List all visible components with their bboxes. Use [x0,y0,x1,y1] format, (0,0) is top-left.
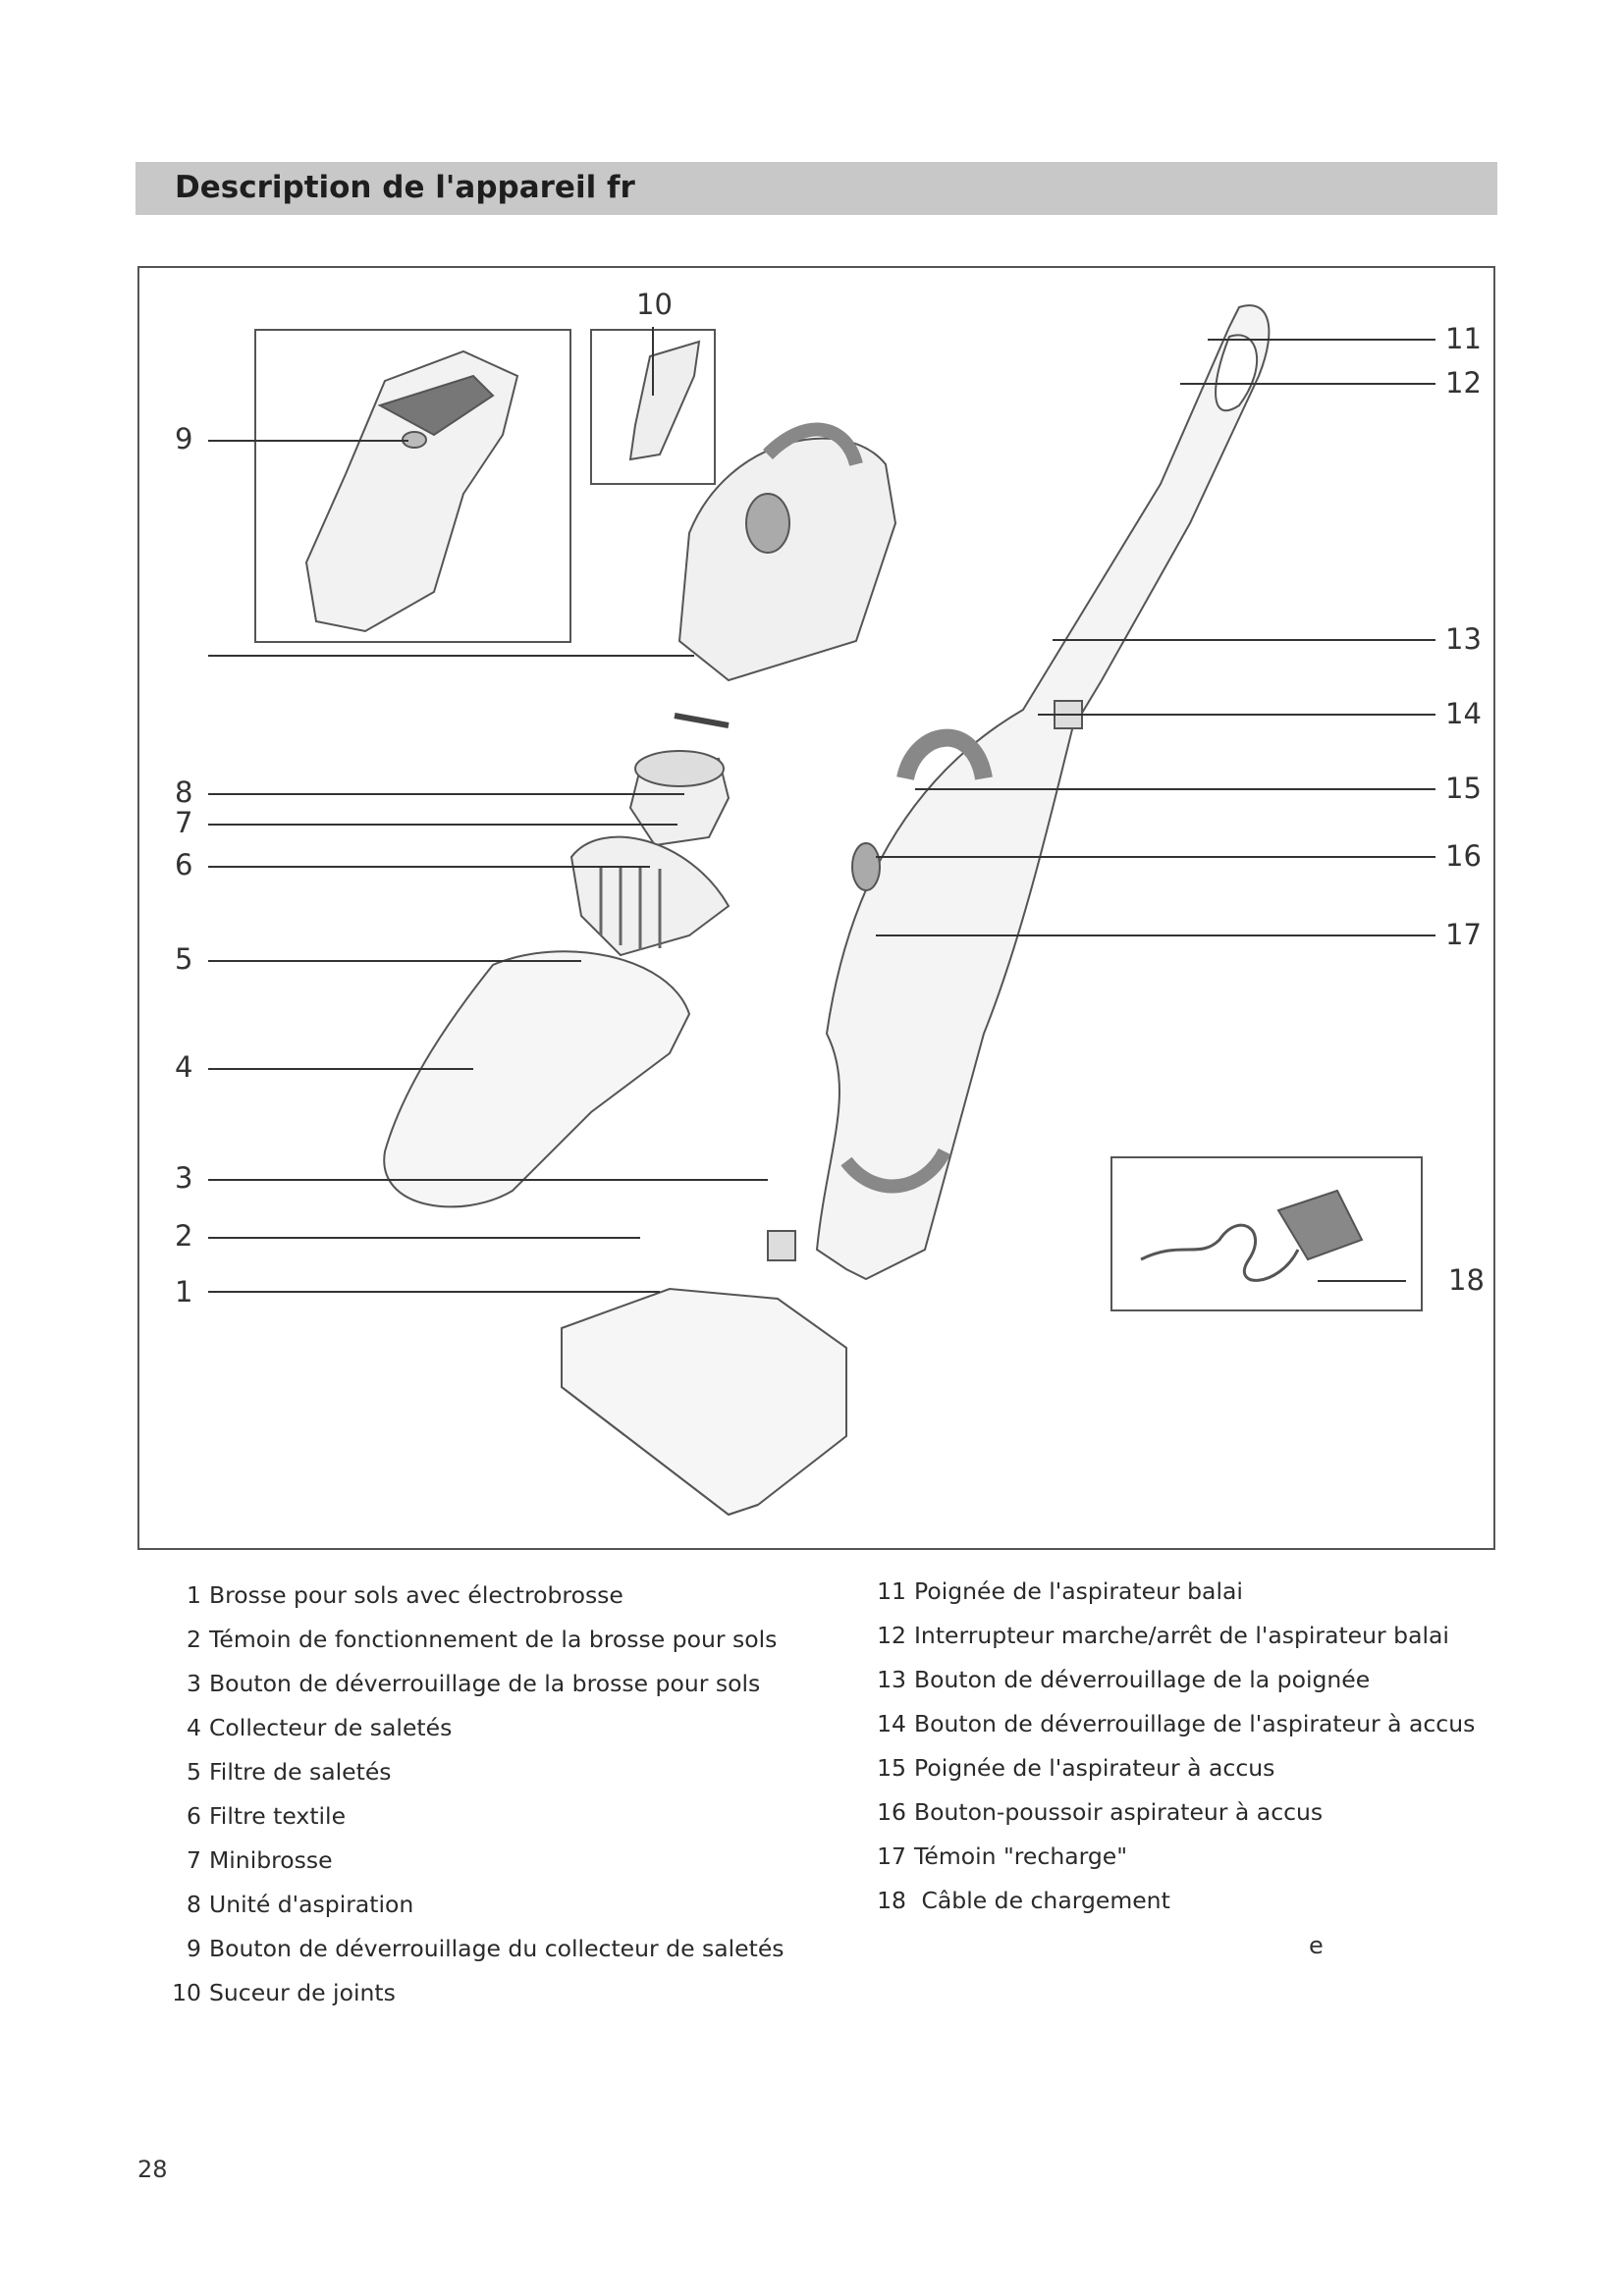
legend-item: 18 Câble de chargement [877,1887,1170,1914]
page-number: 28 [137,2156,168,2183]
legend-item: 12 Interrupteur marche/arrêt de l'aspirateur balai [877,1622,1449,1649]
dirt-filter-illustration [571,837,729,955]
charger-illustration [1278,1191,1362,1259]
callout-2: 2 [175,1219,193,1253]
legend-item: 6 Filtre textile [187,1802,347,1830]
legend-item: 11 Poignée de l'aspirateur balai [877,1577,1243,1605]
callout-5: 5 [175,942,193,976]
legend-item: 1 Brosse pour sols avec électrobrosse [187,1581,623,1609]
crevice-tool-illustration [630,342,699,459]
callout-14: 14 [1445,697,1482,730]
legend-item: 4 Collecteur de saletés [187,1714,453,1741]
legend-item: 15 Poignée de l'aspirateur à accus [877,1754,1275,1782]
callout-4: 4 [175,1050,193,1084]
callout-17: 17 [1445,918,1482,951]
section-header [135,162,1497,215]
legend-item: 5 Filtre de saletés [187,1758,392,1786]
legend-item: 9 Bouton de déverrouillage du collecteur de saletés [187,1935,785,1962]
callout-9: 9 [175,422,193,455]
legend-item: 17 Témoin "recharge" [877,1842,1128,1870]
legend-left-column [162,1574,849,2015]
callout-3: 3 [175,1161,193,1195]
legend-item: 16 Bouton-poussoir aspirateur à accus [877,1798,1324,1826]
legend-item: 8 Unité d'aspiration [187,1891,414,1918]
legend-item: 13 Bouton de déverrouillage de la poignée [877,1666,1371,1693]
floor-brush-illustration [562,1289,846,1515]
callout-7: 7 [175,806,193,839]
mini-brush-illustration [675,716,729,725]
legend-item: 3 Bouton de déverrouillage de la brosse pour sols [187,1670,761,1697]
callout-1: 1 [175,1275,193,1308]
legend-item: 7 Minibrosse [187,1846,333,1874]
legend-right-column [877,1570,1564,1923]
dirt-container-illustration [384,951,689,1206]
legend-item: 10 Suceur de joints [172,1979,396,2006]
stray-character: e [1309,1932,1324,1959]
suction-unit-illustration [679,439,895,680]
callout-10: 10 [636,288,673,321]
legend-item: 2 Témoin de fonctionnement de la brosse pour sols [187,1626,778,1653]
device-illustration [139,268,1497,1552]
callout-6: 6 [175,848,193,881]
stick-vacuum-illustration [817,305,1269,1279]
callout-13: 13 [1445,622,1482,656]
legend-item: 14 Bouton de déverrouillage de l'aspirateur à accus [877,1710,1476,1737]
callout-15: 15 [1445,772,1482,805]
callout-16: 16 [1445,839,1482,873]
page-title: Description de l'appareil fr [175,170,635,205]
callout-11: 11 [1445,322,1482,355]
inset-box-charger [1111,1157,1422,1310]
callout-18: 18 [1448,1263,1485,1297]
callout-12: 12 [1445,366,1482,400]
callout-8: 8 [175,775,193,809]
device-diagram [137,266,1495,1550]
